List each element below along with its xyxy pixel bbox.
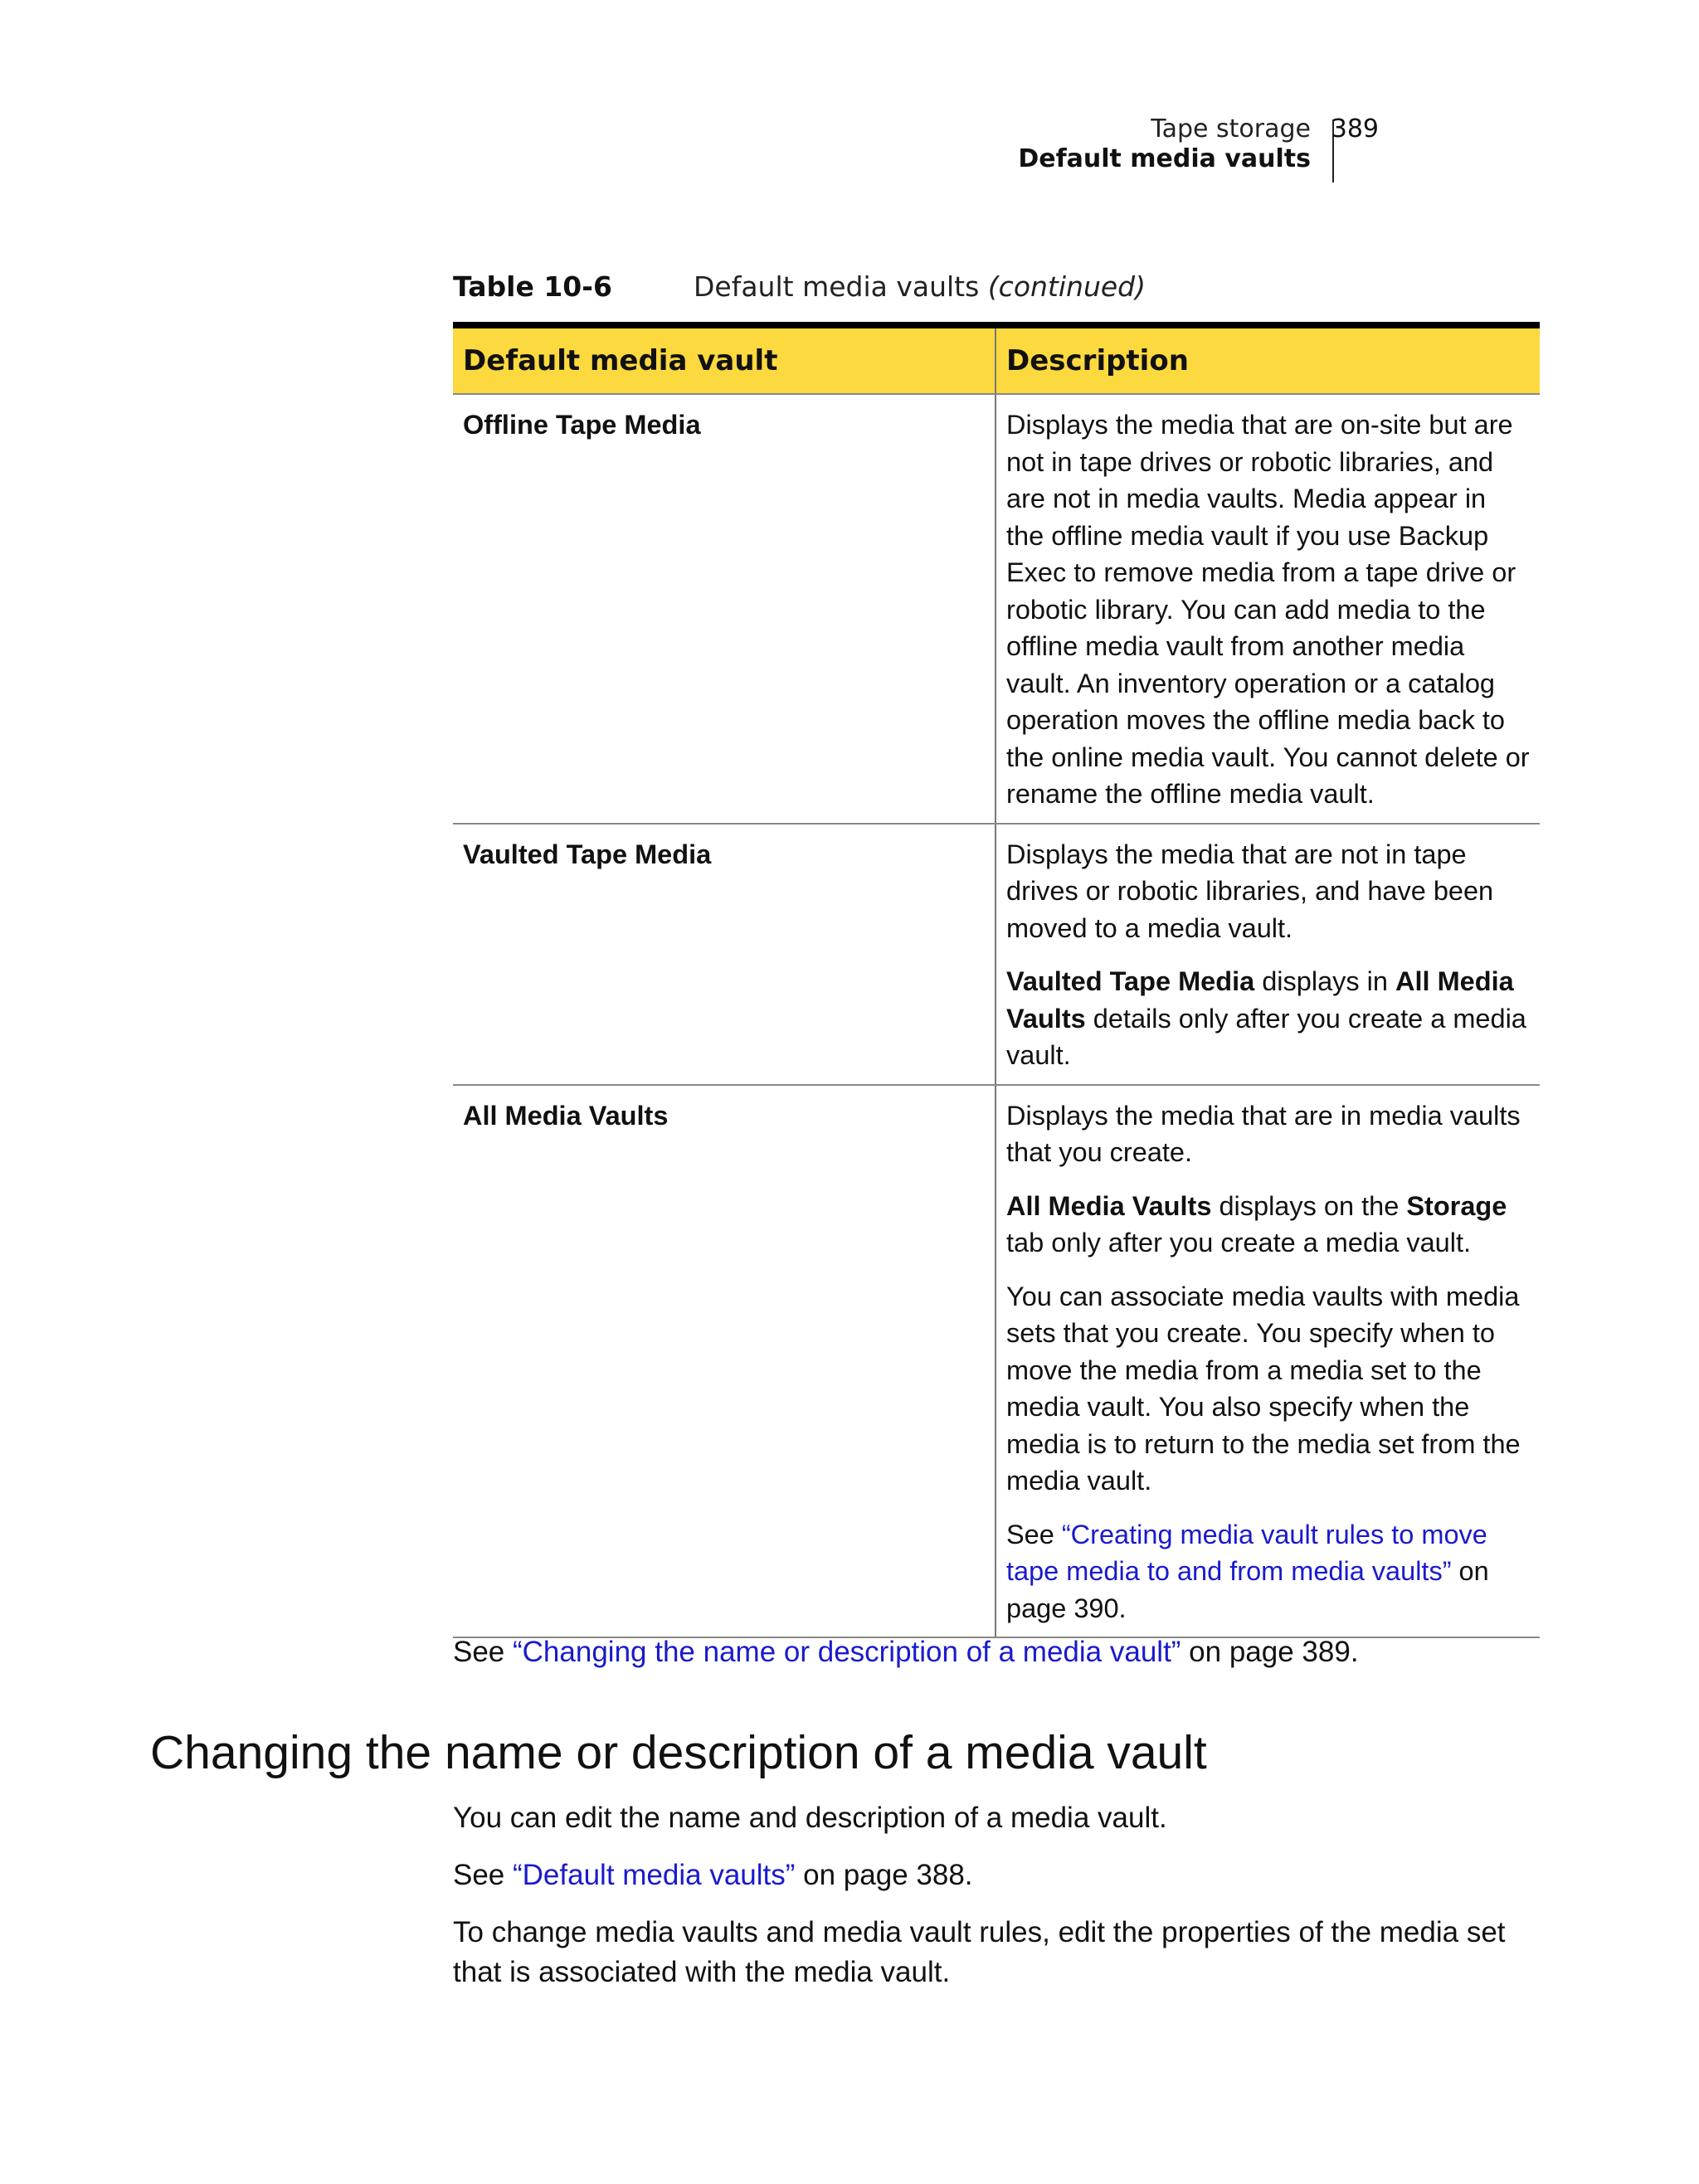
table-title — [694, 270, 1146, 303]
section-title: Default media vaults — [1018, 144, 1311, 173]
vault-description — [996, 1085, 1540, 1638]
vault-description — [996, 394, 1540, 824]
bold-term: Vaulted Tape Media — [1006, 966, 1255, 996]
table-row — [453, 394, 1540, 824]
description-paragraph: Displays the media that are on-site but are not in tape drives or robotic libraries, and are not in media vaults. Media appear in the offline media vault if you use Backup Exec to remove media from a tape drive or robotic library. You can add media to the offline media vault from another media vault. An inventory operation or a catalog operation moves the offline media back to the online media vault. You cannot delete or rename the offline media vault. — [1006, 410, 1530, 809]
bold-term: All Media Vaults — [1006, 966, 1514, 1034]
body-text: To change media vaults and media vault rules, edit the properties of the media set that is associated with the media vault. — [453, 1916, 1506, 1988]
see-suffix: on page 389. — [1181, 1636, 1359, 1668]
description-text: displays in — [1254, 966, 1396, 996]
table-row — [453, 824, 1540, 1085]
table-header-row — [453, 325, 1540, 394]
running-header-titles — [1018, 114, 1311, 174]
description-text: tab only after you create a media vault. — [1006, 1228, 1472, 1257]
cross-reference-link[interactable]: “Default media vaults” — [513, 1859, 796, 1891]
table-number: Table 10-6 — [453, 270, 612, 303]
table-row — [453, 1085, 1540, 1638]
table-title-text: Default media vaults — [694, 270, 980, 303]
see-prefix: See — [453, 1859, 513, 1891]
bold-term: Storage — [1406, 1190, 1507, 1221]
see-also-paragraph — [1006, 1516, 1530, 1627]
table-caption — [453, 270, 1146, 303]
body-paragraph — [453, 1798, 1548, 1838]
bold-term: All Media Vaults — [1006, 1190, 1212, 1221]
media-vaults-table — [453, 322, 1540, 1638]
description-text: displays on the — [1211, 1190, 1407, 1221]
column-header-description: Description — [996, 325, 1540, 394]
description-paragraph: You can associate media vaults with media sets that you create. You specify when to move the media from a media set to the media vault. You also specify when the media is to return to the media set from the media vault. — [1006, 1281, 1521, 1496]
see-also-paragraph — [453, 1856, 1548, 1895]
description-paragraph: Displays the media that are not in tape drives or robotic libraries, and have been moved to a media vault. — [1006, 839, 1494, 943]
cross-reference-link[interactable]: “Creating media vault rules to move tape media to and from media vaults” — [1006, 1519, 1487, 1586]
chapter-title: Tape storage — [1151, 114, 1311, 143]
vault-name: Offline Tape Media — [453, 394, 996, 824]
body-paragraph — [453, 1913, 1548, 1992]
cross-reference-link[interactable]: “Changing the name or description of a media vault” — [513, 1636, 1181, 1668]
see-also-paragraph — [453, 1636, 1359, 1669]
description-text: details only after you create a media vault. — [1006, 1003, 1526, 1070]
body-text: You can edit the name and description of a media vault. — [453, 1802, 1167, 1834]
see-prefix: See — [1006, 1519, 1062, 1549]
vault-name: Vaulted Tape Media — [453, 824, 996, 1085]
vault-description — [996, 824, 1540, 1085]
description-paragraph: Displays the media that are in media vaults that you create. — [1006, 1100, 1521, 1167]
see-suffix: on page 388. — [795, 1859, 973, 1891]
description-paragraph — [1006, 1188, 1530, 1262]
page-number: 389 — [1331, 114, 1379, 143]
column-header-vault: Default media vault — [453, 325, 996, 394]
description-paragraph — [1006, 963, 1530, 1074]
see-also-text — [453, 1856, 1548, 1895]
see-suffix: on page 390. — [1006, 1556, 1489, 1623]
table-continued: (continued) — [987, 270, 1146, 303]
section-heading: Changing the name or description of a media vault — [150, 1726, 1207, 1779]
see-prefix: See — [453, 1636, 513, 1668]
vault-name: All Media Vaults — [453, 1085, 996, 1638]
